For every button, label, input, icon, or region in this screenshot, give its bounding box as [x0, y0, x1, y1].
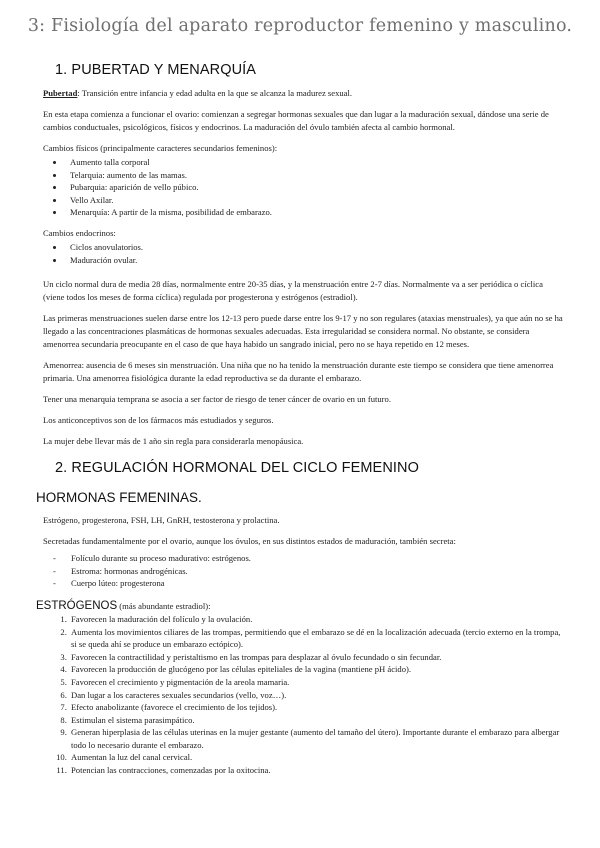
list-item: • Ciclos anovulatorios. [65, 241, 565, 254]
estrogenos-note: (más abundante estradiol): [117, 600, 211, 611]
subheading-hormonas-femeninas: HORMONAS FEMENINAS. [36, 490, 202, 506]
paragraph-etapa: En esta etapa comienza a funcionar el ovario: comienzan a segregar hormonas sexuales que dan lugar a la maduración sexual, dándose una serie de cambios conductuales, psicológicos, físicos y endocrinos. La maduración del óvulo también afecta al cambio hormonal. [43, 109, 549, 132]
section-heading-regulacion: 2. REGULACIÓN HORMONAL DEL CICLO FEMENINO [55, 460, 419, 477]
list-item: 3. Favorecen la contractilidad y peristaltismo en las trompas para desplazar al óvulo fecundado o sin fecundar. [69, 651, 565, 664]
secretadas-list [43, 552, 565, 590]
list-item: • Telarquia: aumento de las mamas. [65, 169, 565, 182]
paragraph-hormonas: Estrógeno, progesterona, FSH, LH, GnRH, testosterona y prolactina. [43, 515, 280, 526]
cambios-endocrinos-list [43, 241, 565, 266]
list-item: 10. Aumentan la luz del canal cervical. [69, 751, 565, 764]
list-item: 5. Favorecen el crecimiento y pigmentación de la areola mamaria. [69, 676, 565, 689]
pubertad-text: : Transición entre infancia y edad adulta en la que se alcanza la madurez sexual. [77, 88, 353, 98]
paragraph-menopausia: La mujer debe llevar más de 1 año sin regla para considerarla menopáusica. [43, 436, 304, 447]
list-item: 1. Favorecen la maduración del folículo y la ovulación. [69, 613, 565, 626]
list-item: • Maduración ovular. [65, 254, 565, 267]
paragraph-primeras-menstruaciones: Las primeras menstruaciones suelen darse entre los 12-13 pero puede darse entre los 9-17 y no son regulares (ataxias menstruales), ya que aún no se ha llegado a las concentraciones plasmáticas de hormonas sexuales adecuadas. Esta irregularidad se considera normal. No obstante, se considera amenorrea secundaria preocupante en el caso de que haya habido un sangrado inicial, pero no se haya repetido en 12 meses. [43, 313, 563, 350]
paragraph-anticonceptivos: Los anticonceptivos son de los fármacos más estudiados y seguros. [43, 415, 274, 426]
list-item: • Pubarquia: aparición de vello púbico. [65, 181, 565, 194]
list-item: 4. Favorecen la producción de glucógeno por las células epiteliales de la vagina (mantiene pH ácido). [69, 663, 565, 676]
estrogenos-heading [36, 600, 565, 612]
paragraph-amenorrea: Amenorrea: ausencia de 6 meses sin menstruación. Una niña que no ha tenido la menstruación durante este tiempo se considera que tiene amenorrea primaria. Una amenorrea fisiológica durante la edad reproductiva se da durante el embarazo. [43, 360, 554, 384]
page-title: 3: Fisiología del aparato reproductor femenino y masculino. [27, 16, 573, 36]
list-item: • Aumento talla corporal [65, 156, 565, 169]
paragraph-menarquia: Tener una menarquia temprana se asocia a ser factor de riesgo de tener cáncer de ovario en un futuro. [43, 394, 391, 405]
section-heading-pubertad: 1. PUBERTAD Y MENARQUÍA [55, 62, 257, 78]
list-item: 7. Efecto anabolizante (favorece el crecimiento de los tejidos). [69, 701, 565, 714]
cambios-fisicos-list [43, 156, 565, 219]
list-item: • Menarquía: A partir de la misma, posibilidad de embarazo. [65, 206, 565, 219]
list-item: 6. Dan lugar a los caracteres sexuales secundarios (vello, voz…). [69, 689, 565, 702]
list-item: • Vello Axilar. [65, 194, 565, 207]
list-item: 11. Potencian las contracciones, comenzadas por la oxitocina. [69, 764, 565, 777]
paragraph-secretadas: Secretadas fundamentalmente por el ovario, aunque los óvulos, en sus distintos estados de maduración, también secreta: [43, 536, 456, 547]
paragraph-ciclo: Un ciclo normal dura de media 28 días, normalmente entre 20-35 días, y la menstruación entre 2-7 días. Normalmente va a ser periódica o cíclica (viene todos los meses de forma cíclica) regulada por progesterona y estrógenos (estradiol). [43, 279, 543, 303]
list-item: - Folículo durante su proceso madurativo: estrógenos. [65, 552, 565, 565]
pubertad-definition [43, 87, 565, 100]
list-item: - Cuerpo lúteo: progesterona [65, 577, 565, 590]
list-item: - Estroma: hormonas androgénicas. [65, 565, 565, 578]
pubertad-label: Pubertad [43, 88, 78, 98]
list-item: 8. Estimulan el sistema parasimpático. [69, 714, 565, 727]
list-item: 9. Generan hiperplasia de las células uterinas en la mujer gestante (aumento del tamaño del útero). Importante durante el embarazo para albergar todo lo necesario durante el embarazo. [69, 726, 565, 751]
list-item: 2. Aumenta los movimientos ciliares de las trompas, permitiendo que el embarazo se dé en la localización adecuada (tercio externo en la trompa, si se queda ahí se produce un embarazo ectópico). [69, 626, 565, 651]
document-content [36, 62, 565, 785]
cambios-endocrinos-intro: Cambios endocrinos: [43, 227, 116, 238]
estrogenos-title: ESTRÓGENOS [36, 599, 118, 612]
estrogenos-list [43, 613, 565, 777]
cambios-fisicos-intro: Cambios físicos (principalmente caracteres secundarios femeninos): [43, 143, 278, 153]
